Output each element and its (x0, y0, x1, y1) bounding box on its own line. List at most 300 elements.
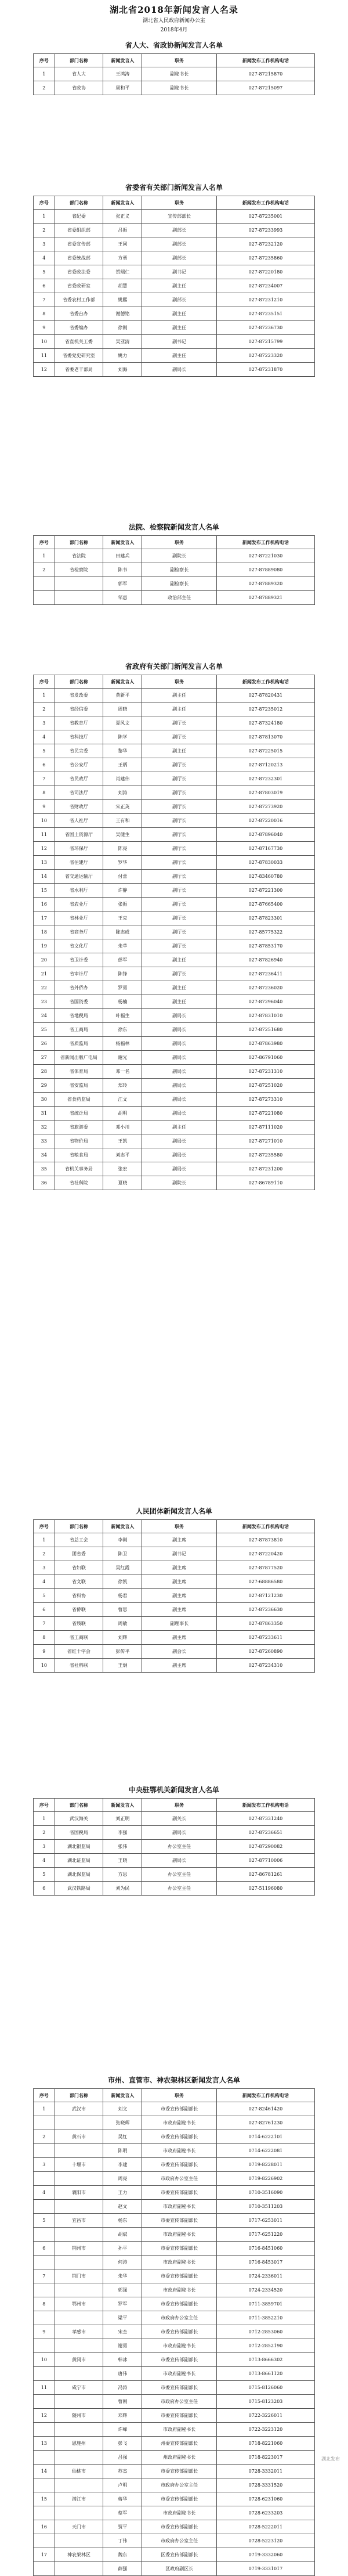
phone-cell: 027-87111020 (216, 1121, 314, 1134)
dept-cell: 省民宗委 (55, 744, 103, 758)
seq-cell: 15 (34, 2492, 55, 2506)
name-cell: 杨君 (103, 1589, 142, 1603)
table-row (34, 279, 315, 293)
seq-cell: 10 (34, 1659, 55, 1673)
dept-cell (55, 2395, 103, 2409)
table-row (34, 1134, 315, 1148)
table-row (34, 2437, 315, 2451)
dept-cell: 神农架林区 (55, 2548, 103, 2562)
dept-cell: 省林业厅 (55, 911, 103, 925)
dept-cell (55, 2339, 103, 2353)
name-cell: 宋杰 (103, 2325, 142, 2339)
column-header-post: 职务 (142, 536, 216, 549)
seq-cell: 4 (34, 251, 55, 265)
dept-cell: 省经信委 (55, 702, 103, 716)
name-cell: 王晓 (103, 1854, 142, 1868)
dept-cell: 咸宁市 (55, 2381, 103, 2395)
column-header-phone: 新闻发布工作机构电话 (216, 1520, 314, 1533)
seq-cell: 3 (34, 716, 55, 730)
section (33, 1785, 315, 1896)
seq-cell: 1 (34, 210, 55, 224)
seq-cell: 12 (34, 363, 55, 377)
table-row (34, 2492, 315, 2506)
phone-cell: 0711-3852210 (216, 2311, 314, 2325)
post-cell: 市政府办公室主任 (142, 2534, 216, 2548)
table-row (34, 925, 315, 939)
post-cell: 办公室主任 (142, 1840, 216, 1854)
table-row (34, 210, 315, 224)
table-row (34, 1631, 315, 1645)
post-cell: 副书记 (142, 265, 216, 279)
dept-cell: 省公安厅 (55, 758, 103, 772)
table-row (34, 293, 315, 307)
post-cell: 副主席 (142, 1561, 216, 1575)
phone-cell: 027-87236020 (216, 981, 314, 995)
name-cell: 王炳 (103, 758, 142, 772)
dept-cell: 省地税局 (55, 1009, 103, 1023)
post-cell: 市政府副秘书长 (142, 2116, 216, 2130)
dept-cell: 天门市 (55, 2520, 103, 2534)
dept-cell: 省农业厅 (55, 898, 103, 911)
column-header-seq: 序号 (34, 1520, 55, 1533)
phone-cell: 0728-5222011 (216, 2520, 314, 2534)
column-header-seq: 序号 (34, 536, 55, 549)
name-cell: 王炯 (103, 1659, 142, 1673)
column-header-post: 职务 (142, 675, 216, 689)
seq-cell (34, 2228, 55, 2242)
seq-cell: 11 (34, 828, 55, 842)
phone-cell: 0718-8223017 (216, 2451, 314, 2465)
table-row (34, 1093, 315, 1107)
table-row (34, 814, 315, 828)
post-cell: 副厅长 (142, 814, 216, 828)
phone-cell: 027-82761230 (216, 2116, 314, 2130)
dept-cell: 省科技厅 (55, 730, 103, 744)
name-cell: 方思 (103, 1868, 142, 1882)
table-row (34, 2339, 315, 2353)
table-row (34, 2102, 315, 2116)
post-cell: 副主任 (142, 702, 216, 716)
seq-cell: 34 (34, 1148, 55, 1162)
phone-cell: 027-87296040 (216, 995, 314, 1009)
column-header-seq: 序号 (34, 54, 55, 67)
post-cell: 副厅长 (142, 856, 216, 870)
dept-cell: 武汉铁路局 (55, 1882, 103, 1896)
dept-cell: 省委政研室 (55, 279, 103, 293)
name-cell: 陈锋 (103, 967, 142, 981)
phone-cell: 0712-2852190 (216, 2339, 314, 2353)
table-row (34, 2116, 315, 2130)
phone-cell: 027-87221080 (216, 1107, 314, 1121)
table-row (34, 237, 315, 251)
phone-cell: 027-51196080 (216, 1882, 314, 1896)
table-row (34, 591, 315, 605)
seq-cell (34, 2339, 55, 2353)
dept-cell: 仙桃市 (55, 2465, 103, 2478)
table-row (34, 842, 315, 856)
post-cell: 市政府副秘书长 (142, 2256, 216, 2269)
seq-cell: 3 (34, 1561, 55, 1575)
table-row (34, 2256, 315, 2269)
post-cell: 区委宣传部副部长 (142, 2548, 216, 2562)
post-cell: 副理事长 (142, 1617, 216, 1631)
seq-cell: 10 (34, 2353, 55, 2367)
phone-cell: 027-87231870 (216, 363, 314, 377)
table-row (34, 2297, 315, 2311)
phone-cell: 0711-3859701 (216, 2297, 314, 2311)
name-cell: 宋正英 (103, 800, 142, 814)
table-row (34, 2214, 315, 2228)
name-cell: 张正义 (103, 210, 142, 224)
table-header-row (34, 675, 315, 689)
table-row (34, 1589, 315, 1603)
seq-cell: 6 (34, 1882, 55, 1896)
phone-cell: 027-87853170 (216, 939, 314, 953)
phone-cell: 027-87889320 (216, 577, 314, 591)
table-row (34, 363, 315, 377)
post-cell: 副主任 (142, 689, 216, 702)
seq-cell: 1 (34, 1812, 55, 1826)
table-row (34, 81, 315, 95)
post-cell: 副局长 (142, 1023, 216, 1037)
phone-cell: 0722-3223120 (216, 2423, 314, 2437)
seq-cell: 1 (34, 1533, 55, 1547)
table-row (34, 1148, 315, 1162)
dept-cell: 省社科院 (55, 1176, 103, 1190)
column-header-phone: 新闻发布工作机构电话 (216, 2089, 314, 2102)
phone-cell: 0715-8123203 (216, 2395, 314, 2409)
dept-cell: 省教育厅 (55, 716, 103, 730)
seq-cell: 5 (34, 265, 55, 279)
seq-cell (34, 2478, 55, 2492)
dept-cell: 省物价局 (55, 1134, 103, 1148)
name-cell: 徐东 (103, 1023, 142, 1037)
post-cell: 宣传部部长 (142, 210, 216, 224)
seq-cell: 15 (34, 884, 55, 898)
post-cell: 副检察长 (142, 563, 216, 577)
table-header-row (34, 2089, 315, 2102)
seq-cell: 1 (34, 549, 55, 563)
dept-cell: 省总工会 (55, 1533, 103, 1547)
table-row (34, 1561, 315, 1575)
dept-cell (55, 2172, 103, 2186)
name-cell: 王同 (103, 237, 142, 251)
seq-cell (34, 2256, 55, 2269)
dept-cell: 湖北保监局 (55, 1868, 103, 1882)
table-row (34, 1826, 315, 1840)
table-row (34, 702, 315, 716)
seq-cell: 12 (34, 2409, 55, 2423)
table-row (34, 772, 315, 786)
phone-cell: 027-86791060 (216, 1051, 314, 1065)
seq-cell: 9 (34, 321, 55, 335)
table-row (34, 1547, 315, 1561)
post-cell: 市委宣传部副部长 (142, 2242, 216, 2256)
dept-cell: 省安监局 (55, 1079, 103, 1093)
phone-cell: 0710-3516090 (216, 2186, 314, 2200)
name-cell: 李强 (103, 1826, 142, 1840)
name-cell: 梁平 (103, 2311, 142, 2325)
seq-cell: 17 (34, 911, 55, 925)
post-cell: 副院长 (142, 549, 216, 563)
dept-cell: 黄冈市 (55, 2353, 103, 2367)
post-cell: 副局长 (142, 1854, 216, 1868)
column-header-dept: 部门名称 (55, 2089, 103, 2102)
dept-cell: 省文化厅 (55, 939, 103, 953)
post-cell: 政治部主任 (142, 591, 216, 605)
post-cell: 市委宣传部副部长 (142, 2158, 216, 2172)
dept-cell: 省委宣传部 (55, 237, 103, 251)
post-cell: 副局长 (142, 1051, 216, 1065)
dept-cell (55, 2116, 103, 2130)
dept-cell: 省卫计委 (55, 953, 103, 967)
name-cell: 肖建伟 (103, 772, 142, 786)
seq-cell: 35 (34, 1162, 55, 1176)
name-cell: 胡斌 (103, 2228, 142, 2242)
phone-cell: 027-87234310 (216, 1659, 314, 1673)
post-cell: 区政府副区长 (142, 2562, 216, 2576)
phone-cell: 027-87823301 (216, 911, 314, 925)
name-cell: 郭军 (103, 577, 142, 591)
phone-cell: 027-87223320 (216, 349, 314, 363)
column-header-dept: 部门名称 (55, 1520, 103, 1533)
column-header-dept: 部门名称 (55, 1799, 103, 1812)
post-cell: 副局长 (142, 363, 216, 377)
table-row (34, 335, 315, 349)
column-header-dept: 部门名称 (55, 536, 103, 549)
table-row (34, 2172, 315, 2186)
seq-cell: 13 (34, 2437, 55, 2451)
post-cell: 市委宣传部副部长 (142, 2102, 216, 2116)
table-row (34, 1603, 315, 1617)
section (33, 662, 315, 1190)
name-cell: 何涛 (103, 2256, 142, 2269)
dept-cell: 宜昌市 (55, 2214, 103, 2228)
table-row (34, 939, 315, 953)
phone-cell: 027-87803019 (216, 786, 314, 800)
section (33, 523, 315, 605)
seq-cell: 6 (34, 2242, 55, 2256)
name-cell: 周和平 (103, 81, 142, 95)
post-cell: 州政府副秘书长 (142, 2451, 216, 2465)
phone-cell: 027-87232301 (216, 772, 314, 786)
table-row (34, 1023, 315, 1037)
phone-cell: 0724-2336011 (216, 2269, 314, 2283)
phone-cell: 027-87873810 (216, 1533, 314, 1547)
dept-cell (55, 2478, 103, 2492)
dept-cell (55, 2367, 103, 2381)
name-cell: 陈明 (103, 2144, 142, 2158)
name-cell: 魏东 (103, 2548, 142, 2562)
table-row (34, 2144, 315, 2158)
name-cell: 王凯 (103, 1134, 142, 1148)
seq-cell (34, 2283, 55, 2297)
phone-cell: 0716-8451060 (216, 2242, 314, 2256)
name-cell: 贺瑞仁 (103, 265, 142, 279)
table-row (34, 1645, 315, 1659)
column-header-name: 新闻发言人 (103, 2089, 142, 2102)
table-row (34, 2423, 315, 2437)
seq-cell (34, 2451, 55, 2465)
post-cell: 副厅长 (142, 758, 216, 772)
name-cell: 郭强 (103, 2283, 142, 2297)
name-cell: 李刚 (103, 1533, 142, 1547)
post-cell: 副局长 (142, 1093, 216, 1107)
dept-cell: 孝感市 (55, 2325, 103, 2339)
phone-cell: 027-87235860 (216, 251, 314, 265)
column-header-post: 职务 (142, 1520, 216, 1533)
table-row (34, 1176, 315, 1190)
post-cell: 市政府副秘书长 (142, 2200, 216, 2214)
name-cell: 刘志平 (103, 1148, 142, 1162)
dept-cell: 省审计厅 (55, 967, 103, 981)
seq-cell: 18 (34, 925, 55, 939)
post-cell: 市政府办公室主任 (142, 2478, 216, 2492)
phone-cell: 027-82461420 (216, 2102, 314, 2116)
table-row (34, 2186, 315, 2200)
column-header-dept: 部门名称 (55, 196, 103, 210)
column-header-name: 新闻发言人 (103, 675, 142, 689)
seq-cell: 29 (34, 1079, 55, 1093)
name-cell: 夏风文 (103, 716, 142, 730)
name-cell: 叶福生 (103, 1009, 142, 1023)
phone-cell: 0728-3332011 (216, 2465, 314, 2478)
post-cell: 副局长 (142, 1107, 216, 1121)
dept-cell: 省发改委 (55, 689, 103, 702)
dept-cell: 十堰市 (55, 2158, 103, 2172)
seq-cell (34, 591, 55, 605)
table-row (34, 898, 315, 911)
phone-cell: 027-87233611 (216, 1631, 314, 1645)
phone-cell: 0715-8126060 (216, 2381, 314, 2395)
post-cell: 副秘书长 (142, 67, 216, 81)
post-cell: 副厅长 (142, 939, 216, 953)
table-row (34, 2451, 315, 2465)
name-cell: 吴红 (103, 2130, 142, 2144)
name-cell: 郑玲 (103, 1079, 142, 1093)
name-cell: 曹刚 (103, 2395, 142, 2409)
seq-cell: 5 (34, 2214, 55, 2228)
post-cell: 副部长 (142, 293, 216, 307)
phone-cell: 027-87665400 (216, 898, 314, 911)
dept-cell: 恩施州 (55, 2437, 103, 2451)
phone-cell: 027-87331240 (216, 1812, 314, 1826)
name-cell: 黎华 (103, 744, 142, 758)
table-row (34, 1107, 315, 1121)
phone-cell: 027-87273920 (216, 800, 314, 814)
name-cell: 许静 (103, 884, 142, 898)
table-row (34, 2325, 315, 2339)
post-cell: 副主席 (142, 1533, 216, 1547)
phone-cell: 0717-6253011 (216, 2214, 314, 2228)
name-cell: 张振 (103, 898, 142, 911)
document-issuer: 湖北省人民政府新闻办公室 (142, 18, 205, 24)
seq-cell: 2 (34, 2130, 55, 2144)
column-header-name: 新闻发言人 (103, 1520, 142, 1533)
phone-cell: 027-87830033 (216, 856, 314, 870)
seq-cell: 5 (34, 1589, 55, 1603)
name-cell: 陈志成 (103, 925, 142, 939)
name-cell: 刘海 (103, 363, 142, 377)
post-cell: 副主任 (142, 321, 216, 335)
phone-cell: 027-87889080 (216, 563, 314, 577)
seq-cell: 9 (34, 1645, 55, 1659)
phone-cell: 027-87120213 (216, 758, 314, 772)
post-cell: 副关长 (142, 1812, 216, 1826)
name-cell: 孙平 (103, 2242, 142, 2256)
table-row (34, 981, 315, 995)
phone-cell: 027-87236411 (216, 967, 314, 981)
section-title: 省政府有关部门新闻发言人名单 (125, 662, 223, 671)
phone-cell: 027-87710006 (216, 1854, 314, 1868)
name-cell: 江文 (103, 1093, 142, 1107)
table-row (34, 995, 315, 1009)
table-row (34, 577, 315, 591)
seq-cell: 1 (34, 2102, 55, 2116)
table-row (34, 2520, 315, 2534)
post-cell: 副局长 (142, 1065, 216, 1079)
phone-cell: 027-87273310 (216, 1093, 314, 1107)
dept-cell: 省食药监局 (55, 1093, 103, 1107)
name-cell: 谢勇 (103, 2339, 142, 2353)
seq-cell: 8 (34, 2297, 55, 2311)
post-cell: 副书记 (142, 335, 216, 349)
post-cell: 市政府副秘书长 (142, 2283, 216, 2297)
phone-cell: 027-87896040 (216, 828, 314, 842)
column-header-seq: 序号 (34, 1799, 55, 1812)
table-row (34, 1575, 315, 1589)
name-cell: 刘辉 (103, 1631, 142, 1645)
table-row (34, 1051, 315, 1065)
seq-cell (34, 2534, 55, 2548)
spokesperson-table (33, 535, 315, 605)
seq-cell: 9 (34, 2325, 55, 2339)
post-cell: 副主任 (142, 995, 216, 1009)
seq-cell: 21 (34, 967, 55, 981)
seq-cell: 33 (34, 1134, 55, 1148)
dept-cell: 省粮食局 (55, 1148, 103, 1162)
name-cell: 周晓 (103, 702, 142, 716)
phone-cell: 027-87121230 (216, 1589, 314, 1603)
column-header-phone: 新闻发布工作机构电话 (216, 196, 314, 210)
post-cell: 副主任 (142, 349, 216, 363)
post-cell: 副厅长 (142, 925, 216, 939)
name-cell: 贾平 (103, 2520, 142, 2534)
dept-cell: 省商务厅 (55, 925, 103, 939)
dept-cell (55, 2283, 103, 2297)
post-cell: 副书记 (142, 1547, 216, 1561)
table-row (34, 967, 315, 981)
dept-cell: 鄂州市 (55, 2297, 103, 2311)
seq-cell: 11 (34, 349, 55, 363)
dept-cell: 省委台办 (55, 307, 103, 321)
phone-cell: 027-87231200 (216, 1162, 314, 1176)
post-cell: 市政府副秘书长 (142, 2367, 216, 2381)
seq-cell: 8 (34, 1631, 55, 1645)
name-cell: 苏杰 (103, 2465, 142, 2478)
name-cell: 付蕾 (103, 870, 142, 884)
dept-cell: 省财政厅 (55, 800, 103, 814)
name-cell: 姚力 (103, 349, 142, 363)
post-cell: 办公室主任 (142, 1868, 216, 1882)
table-row (34, 856, 315, 870)
phone-cell: 027-87215799 (216, 335, 314, 349)
seq-cell: 3 (34, 1840, 55, 1854)
dept-cell: 省残联 (55, 1617, 103, 1631)
name-cell: 谢光 (103, 1051, 142, 1065)
phone-cell: 027-87220420 (216, 1547, 314, 1561)
post-cell: 副厅长 (142, 786, 216, 800)
